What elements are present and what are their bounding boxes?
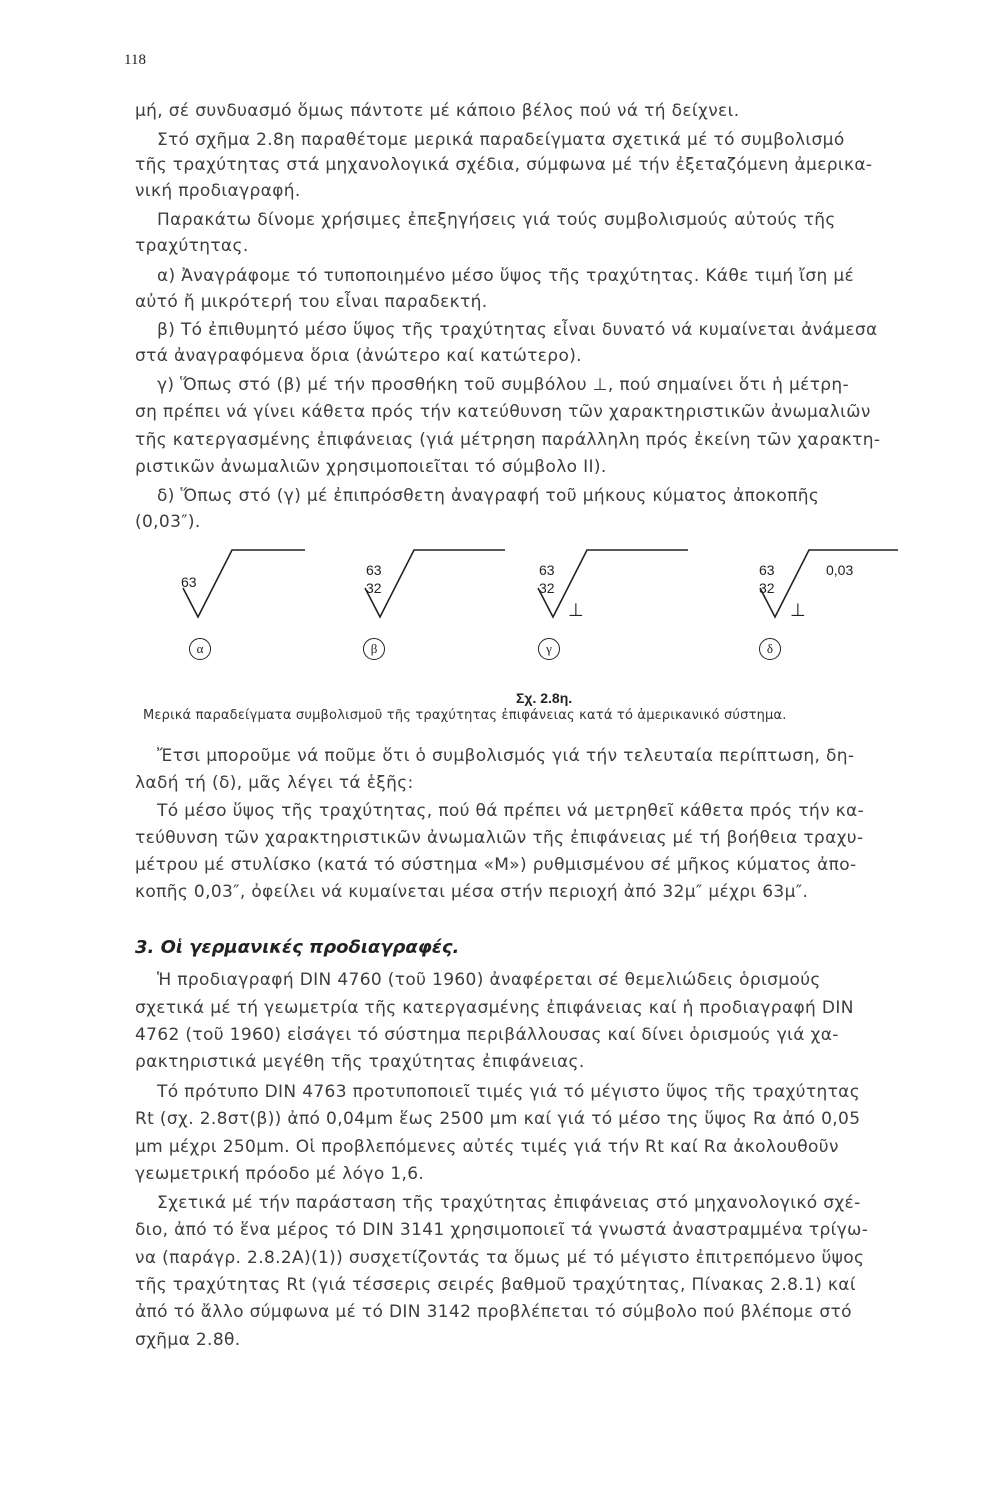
label-gamma: γ <box>538 638 560 660</box>
text-line: Στό σχῆμα 2.8η παραθέτομε μερικά παραδείγματα σχετικά μέ τό συμβολισμό <box>157 130 845 150</box>
perpendicular-symbol-d: ⊥ <box>790 600 806 620</box>
value-lower-d: 32 <box>759 580 775 596</box>
text-line: ριστικῶν ἀνωμαλιῶν χρησιμοποιεῖται τό σύμβολο ΙΙ). <box>135 457 607 477</box>
section-heading: 3. Οἱ γερμανικές προδιαγραφές. <box>135 937 460 958</box>
text-line: γ) Ὅπως στό (β) μέ τήν προσθήκη τοῦ συμβόλου ⊥, πού σημαίνει ὅτι ἡ μέτρη- <box>157 375 850 395</box>
text-line: (0,03″). <box>135 512 201 532</box>
roughness-symbols-figure <box>170 540 930 670</box>
value-upper-a: 63 <box>181 574 197 590</box>
text-line: στά ἀναγραφόμενα ὅρια (ἀνώτερο καί κατώτερο). <box>135 346 582 366</box>
roughness-check-symbol-c <box>538 550 688 617</box>
text-line: Ἡ προδιαγραφή DIN 4760 (τοῦ 1960) ἀναφέρεται σέ θεμελιώδεις ὁρισμούς <box>157 970 821 990</box>
value-upper-d: 63 <box>759 562 775 578</box>
text-line: μή, σέ συνδυασμό ὅμως πάντοτε μέ κάποιο βέλος πού νά τή δείχνει. <box>135 101 740 121</box>
roughness-check-symbol-a <box>183 550 305 617</box>
text-line: τῆς τραχύτητας στά μηχανολογικά σχέδια, σύμφωνα μέ τήν ἐξεταζόμενη ἀμερικα- <box>135 155 873 175</box>
text-line: 4762 (τοῦ 1960) εἰσάγει τό σύστημα περιβάλλουσας καί δίνει ὁρισμούς γιά χα- <box>135 1025 839 1045</box>
text-line: β) Τό ἐπιθυμητό μέσο ὕψος τῆς τραχύτητας εἶναι δυνατό νά κυμαίνεται ἀνάμεσα <box>157 320 878 340</box>
label-alpha: α <box>189 638 211 660</box>
text-line: α) Ἀναγράφομε τό τυποποιημένο μέσο ὕψος τῆς τραχύτητας. Κάθε τιμή ἴση μέ <box>157 266 855 286</box>
perpendicular-symbol-c: ⊥ <box>568 600 584 620</box>
roughness-check-symbol-d <box>760 550 898 617</box>
text-line: ση πρέπει νά γίνει κάθετα πρός τήν κατεύθυνση τῶν χαρακτηριστικῶν ἀνωμαλιῶν <box>135 402 871 422</box>
text-line: σχετικά μέ τή γεωμετρία τῆς κατεργασμένης ἐπιφάνειας καί ἡ προδιαγραφή DIN <box>135 998 854 1018</box>
value-lower-c: 32 <box>539 580 555 596</box>
text-line: τῆς τραχύτητας Rt (γιά τέσσερις σειρές βαθμοῦ τραχύτητας, Πίνακας 2.8.1) καί <box>135 1275 856 1295</box>
text-line: αὐτό ἤ μικρότερή του εἶναι παραδεκτή. <box>135 292 488 312</box>
text-line: Σχετικά μέ τήν παράσταση τῆς τραχύτητας ἐπιφάνειας στό μηχανολογικό σχέ- <box>157 1193 861 1213</box>
text-line: διο, ἀπό τό ἕνα μέρος τό DIN 3141 χρησιμοποιεῖ τά γνωστά ἀναστραμμένα τρίγω- <box>135 1220 869 1240</box>
text-line: τεύθυνση τῶν χαρακτηριστικῶν ἀνωμαλιῶν τῆς ἐπιφάνειας μέ τή βοήθεια τραχυ- <box>135 828 864 848</box>
text-line: Παρακάτω δίνομε χρήσιμες ἐπεξηγήσεις γιά τούς συμβολισμούς αὐτούς τῆς <box>157 210 836 230</box>
text-line: Τό πρότυπο DIN 4763 προτυποποιεῖ τιμές γιά τό μέγιστο ὕψος τῆς τραχύτητας <box>157 1082 861 1102</box>
text-line: κοπῆς 0,03″, ὀφείλει νά κυμαίνεται μέσα στήν περιοχή ἀπό 32μ″ μέχρι 63μ″. <box>135 882 809 902</box>
figure-number: Σχ. 2.8η. <box>516 690 573 706</box>
text-line: τῆς κατεργασμένης ἐπιφάνειας (γιά μέτρηση παράλληλη πρός ἐκείνη τῶν χαρακτη- <box>135 430 881 450</box>
text-line: ἀπό τό ἄλλο σύμφωνα μέ τό DIN 3142 προβλέπεται τό σύμβολο πού βλέπομε στό <box>135 1302 852 1322</box>
cutoff-value-d: 0,03 <box>826 562 854 578</box>
text-line: λαδή τή (δ), μᾶς λέγει τά ἑξῆς: <box>135 773 414 793</box>
text-line: Rt (σχ. 2.8στ(β)) ἀπό 0,04μm ἕως 2500 μm καί γιά τό μέσο της ὕψος Rα ἀπό 0,05 <box>135 1109 861 1129</box>
text-line: μm μέχρι 250μm. Οἱ προβλεπόμενες αὐτές τιμές γιά τήν Rt καί Rα ἀκολουθοῦν <box>135 1137 839 1157</box>
page-number: 118 <box>124 52 146 68</box>
value-upper-b: 63 <box>366 562 382 578</box>
value-upper-c: 63 <box>539 562 555 578</box>
text-line: τραχύτητας. <box>135 236 249 256</box>
figure-caption: Μερικά παραδείγματα συμβολισμοῦ τῆς τραχύτητας ἐπιφάνειας κατά τό ἀμερικανικό σύστημα. <box>143 708 787 723</box>
text-line: Ἔτσι μποροῦμε νά ποῦμε ὅτι ὁ συμβολισμός γιά τήν τελευταία περίπτωση, δη- <box>157 746 855 766</box>
text-line: μέτρου μέ στυλίσκο (κατά τό σύστημα «Μ») ρυθμισμένου σέ μῆκος κύματος ἀπο- <box>135 855 857 875</box>
text-line: να (παράγρ. 2.8.2Α)(1)) συσχετίζοντάς τα ὅμως μέ τό μέγιστο ἐπιτρεπόμενο ὕψος <box>135 1248 865 1268</box>
text-line: δ) Ὅπως στό (γ) μέ ἐπιπρόσθετη ἀναγραφή τοῦ μήκους κύματος ἀποκοπῆς <box>157 486 820 506</box>
label-delta: δ <box>759 638 781 660</box>
value-lower-b: 32 <box>366 580 382 596</box>
text-line: σχῆμα 2.8θ. <box>135 1330 241 1350</box>
text-line: νική προδιαγραφή. <box>135 181 301 201</box>
text-line: ρακτηριστικά μεγέθη τῆς τραχύτητας ἐπιφάνειας. <box>135 1052 585 1072</box>
text-line: γεωμετρική πρόοδο μέ λόγο 1,6. <box>135 1164 425 1184</box>
text-line: Τό μέσο ὕψος τῆς τραχύτητας, πού θά πρέπει νά μετρηθεῖ κάθετα πρός τήν κα- <box>157 801 865 821</box>
label-beta: β <box>363 638 385 660</box>
roughness-check-symbol-b <box>365 550 505 617</box>
